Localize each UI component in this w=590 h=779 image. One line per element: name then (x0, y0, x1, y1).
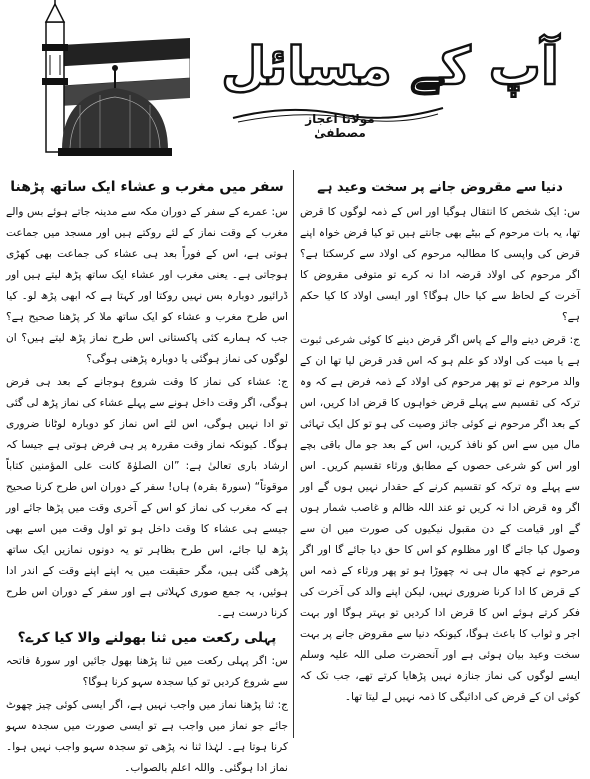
column-header-banner (0, 0, 590, 160)
left-column (6, 177, 288, 774)
article-heading: دنیا سے مقروض جانے پر سخت وعید ہے (317, 180, 563, 195)
question-text: س: ایک شخص کا انتقال ہوگیا اور اس کے ذمہ لوگوں کا قرض تھا، یہ بات مرحوم کے بیٹے بھی جانتے ہیں تو کیا قرض خواہ اپنے قرض کی واپسی کا مطالبہ مرحوم کی اولاد سے کرسکتا ہے؟ اگر مرحوم کی اولاد قرضہ ادا نہ کرے تو متوفی مقروض کا آخرت کے لحاظ سے کیا حال ہوگا؟ اور ایسی اولاد کا کیا حکم ہے؟ (300, 206, 580, 323)
answer-text: ج: عشاء کی نماز کا وقت شروع ہوجانے کے بعد ہی فرض ہوگی، اگر وقت داخل ہونے سے پہلے عشاء کی نماز پڑھ لی گئی تو ادا نہیں ہوگی، اس لئے اس نماز کو دوبارہ لوٹانا ضروری ہوگا۔ کیونکہ نماز وقت مقررہ پر ہی فرض ہوتی ہے جیسا کہ ارشاد باری تعالیٰ ہے: ”ان الصلوٰۃ کانت علی المؤمنین کتاباً موقوتاً“ (سورۃ بقرہ) ہاں! سفر کے دوران اس طرح کرنا صحیح ہے کہ مغرب کی نماز کو اس کے آخری وقت میں پڑھا جائے اور جیسے ہی عشاء کا وقت داخل ہو تو اول وقت میں اسے بھی پڑھ لیا جائے، اس طرح بظاہر تو یہ دونوں نمازیں ایک ساتھ پڑھی گئی ہیں، مگر حقیقت میں یہ اپنے اپنے وقت کے اندر ادا ہوئیں، یہ جمع صوری کہلاتی ہے اور سفر کے دوران اس طرح کرنا درست ہے۔ (6, 376, 288, 619)
author-name: مولانا اعجاز مصطفیٰ (305, 112, 375, 140)
right-column (300, 177, 580, 737)
series-title: آپ کے مسائل (221, 37, 559, 97)
article-heading: سفر میں مغرب و عشاء ایک ساتھ پڑھنا (10, 179, 284, 195)
question-text: س: اگر پہلی رکعت میں ثنا پڑھنا بھول جائیں اور سورۂ فاتحہ سے شروع کردیں تو کیا سجدہ سہو کرنا ہوگا؟ (6, 655, 288, 688)
column-divider (293, 170, 294, 738)
article-heading: پہلی رکعت میں ثنا بھولنے والا کیا کرے؟ (17, 630, 277, 646)
answer-text: ج: قرض دینے والے کے پاس اگر قرض دینے کا کوئی شرعی ثبوت ہے یا میت کی اولاد کو علم ہو کہ اس قدر قرض لیا تھا ان کے والد مرحوم نے تو پھر مرحوم کی اولاد کے ذمہ فرض ہے کہ وہ ترکہ کی تقسیم سے پہلے قرض خواہوں کا قرض ادا کریں، اس کے بعد اگر مرحوم نے کوئی جائز وصیت کی ہو تو کل ایک تہائی مال میں سے اس کو نافذ کریں، اس کے بعد جو مال باقی بچے اور اس کو شرعی حصوں کے مطابق ورثاء تقسیم کریں۔ اس سے پہلے وہ ترکہ کو تقسیم کرنے کے حقدار نہیں ہوں گے اور اگر وہ قرض ادا نہ کریں تو عند اللہ ظالم و غاصب شمار ہوں گے اور قیامت کے دن مقبول نیکیوں کی صورت میں ان سے وصول کیا جائے گا اور مظلوم کو اس کا حق دیا جائے گا اور اگر مرحوم نے کچھ مال ہی نہ چھوڑا ہو تو پھر ورثاء کے ذمہ اس کے قرض کا ادا کرنا ضروری نہیں، لیکن اپنے والد کی آخرت کی فکر کرتے ہوئے اس کا قرض ادا کردیں تو بہتر ہوگا اور بہت اجر و ثواب کا باعث ہوگا، کیونکہ دنیا سے مقروض جانے پر بہت سخت وعید بیان ہوئی ہے اور آنحضرت صلی اللہ علیہ وسلم ایسے لوگوں کی نماز جنازہ نہیں پڑھایا کرتے تھے، جب تک کہ کوئی ان کے قرض کی ادائیگی کا ذمہ نہیں لے لیتا تھا۔ (300, 334, 580, 703)
masjid-illustration (0, 0, 190, 160)
question-text: س: عمرے کے سفر کے دوران مکہ سے مدینہ جاتے ہوئے بس والے مغرب کے وقت نماز کے لئے روکتے ہیں اور مسجد میں جماعت ہوتی ہے، اس کے فوراً بعد ہی عشاء کی جماعت بھی کھڑی ہوجاتی ہے۔ یعنی مغرب اور عشاء ایک ساتھ پڑھ لیتے ہیں اور ڈرائیور دوبارہ بس نہیں روکتا اور کہتا ہے کہ ابھی پڑھ لو۔ کیا اس طرح مغرب و عشاء کو ایک ساتھ ملا کر پڑھنا صحیح ہے؟ جب کہ ہمارے کئی پاکستانی اس طرح نماز پڑھ لیتے ہیں؟ ان لوگوں کی نماز ہوگئی یا دوبارہ پڑھنی ہوگی؟ (6, 206, 288, 365)
answer-text: ج: ثنا پڑھنا نماز میں واجب نہیں ہے، اگر ایسی کوئی چیز چھوٹ جائے جو نماز میں واجب ہے تو ایسی صورت میں سجدہ سہو کرنا ہوتا ہے۔ لہٰذا ثنا نہ پڑھی تو سجدہ سہو واجب نہیں ہوا۔ نماز ادا ہوگئی۔ واللہ اعلم بالصواب۔ (6, 699, 288, 774)
